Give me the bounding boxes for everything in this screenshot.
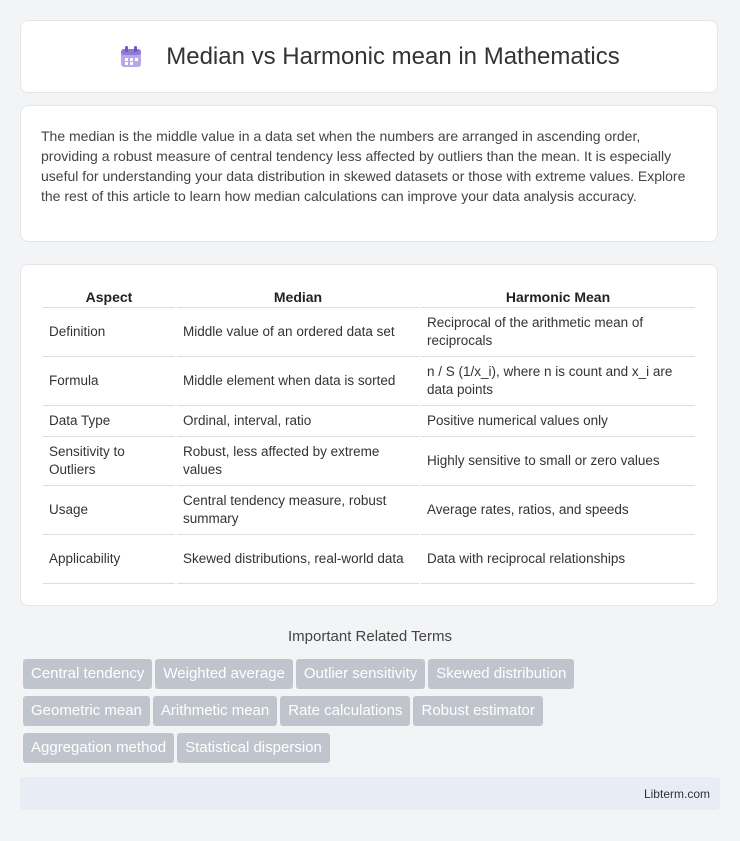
table-row: [43, 437, 695, 486]
header-card: [20, 20, 718, 93]
table-cell: Usage: [43, 486, 175, 535]
tag-outlier-sensitivity[interactable]: Outlier sensitivity: [296, 659, 425, 689]
page-title: Median vs Harmonic mean in Mathematics: [166, 42, 620, 70]
table-row: [43, 406, 695, 437]
tag-weighted-average[interactable]: Weighted average: [155, 659, 292, 689]
related-terms-title: Important Related Terms: [288, 628, 452, 645]
tag-central-tendency[interactable]: Central tendency: [23, 659, 152, 689]
footer: [20, 777, 720, 810]
table-cell: Middle element when data is sorted: [177, 357, 419, 406]
calendar-icon: [118, 44, 144, 70]
table-cell: Positive numerical values only: [421, 406, 695, 437]
tag-rate-calculations[interactable]: Rate calculations: [280, 696, 410, 726]
tag-aggregation-method[interactable]: Aggregation method: [23, 733, 174, 763]
comparison-table: [41, 285, 697, 584]
table-row: [43, 308, 695, 357]
intro-card: [20, 105, 718, 242]
table-cell: Skewed distributions, real-world data: [177, 535, 419, 584]
intro-text: The median is the middle value in a data set when the numbers are arranged in ascending order, providing a robust measure of central tendency less affected by outliers than the mean. It is especially useful for understanding your data distribution in skewed datasets or those with extreme values. Explore the rest of this article to learn how median calculations can improve your data analysis accuracy.: [41, 128, 686, 204]
tag-skewed-distribution[interactable]: Skewed distribution: [428, 659, 574, 689]
tag-statistical-dispersion[interactable]: Statistical dispersion: [177, 733, 330, 763]
table-row: [43, 357, 695, 406]
table-cell: Highly sensitive to small or zero values: [421, 437, 695, 486]
header-median: Median: [177, 285, 419, 308]
tag-arithmetic-mean[interactable]: Arithmetic mean: [153, 696, 277, 726]
header-harmonic-mean: Harmonic Mean: [421, 285, 695, 308]
table-cell: Applicability: [43, 535, 175, 584]
footer-site-link[interactable]: Libterm.com: [643, 786, 710, 801]
table-cell: Average rates, ratios, and speeds: [421, 486, 695, 535]
table-row: [43, 486, 695, 535]
table-row: [43, 535, 695, 584]
tag-robust-estimator[interactable]: Robust estimator: [413, 696, 542, 726]
table-cell: Definition: [43, 308, 175, 357]
table-cell: Ordinal, interval, ratio: [177, 406, 419, 437]
table-cell: Sensitivity to Outliers: [43, 437, 175, 486]
related-terms-list: [23, 659, 723, 770]
table-cell: n / S (1/x_i), where n is count and x_i are data points: [421, 357, 695, 406]
table-cell: Data with reciprocal relationships: [421, 535, 695, 584]
table-cell: Data Type: [43, 406, 175, 437]
table-cell: Formula: [43, 357, 175, 406]
table-cell: Central tendency measure, robust summary: [177, 486, 419, 535]
comparison-card: [20, 264, 718, 606]
header-aspect: Aspect: [43, 285, 175, 308]
table-cell: Reciprocal of the arithmetic mean of reciprocals: [421, 308, 695, 357]
table-cell: Middle value of an ordered data set: [177, 308, 419, 357]
table-cell: Robust, less affected by extreme values: [177, 437, 419, 486]
tag-geometric-mean[interactable]: Geometric mean: [23, 696, 150, 726]
